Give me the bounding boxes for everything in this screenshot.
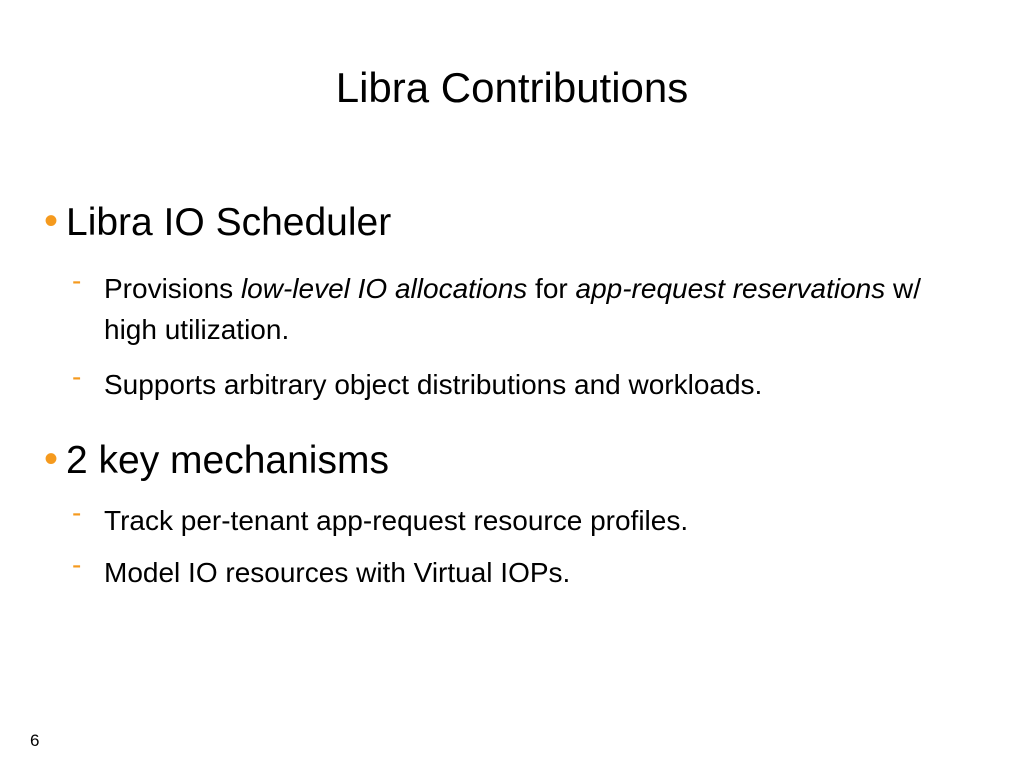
dash-icon: -	[72, 497, 82, 528]
page-number: 6	[30, 731, 40, 750]
italic-segment: low-level IO allocations	[240, 273, 528, 304]
sub-bullet-text: Track per-tenant app-request resource profiles.	[104, 505, 689, 536]
slide-title: Libra Contributions	[335, 64, 689, 111]
bullet-dot-icon: •	[44, 437, 59, 481]
bullet-text: 2 key mechanisms	[66, 439, 389, 482]
bullet-text: Libra IO Scheduler	[66, 201, 392, 244]
dash-icon: -	[72, 549, 82, 580]
bullet-dot-icon: •	[44, 199, 59, 243]
italic-segment: app-request reservations	[575, 273, 886, 304]
sub-bullet-text: Model IO resources with Virtual IOPs.	[104, 557, 571, 588]
text-segment: w/ high utilization.	[104, 273, 922, 345]
sub-bullet-text	[104, 268, 974, 350]
text-segment: Provisions	[104, 273, 241, 304]
dash-icon: -	[72, 265, 82, 296]
sub-bullet-text: Supports arbitrary object distributions and workloads.	[104, 369, 763, 400]
dash-icon: -	[72, 361, 82, 392]
text-segment: for	[527, 273, 576, 304]
